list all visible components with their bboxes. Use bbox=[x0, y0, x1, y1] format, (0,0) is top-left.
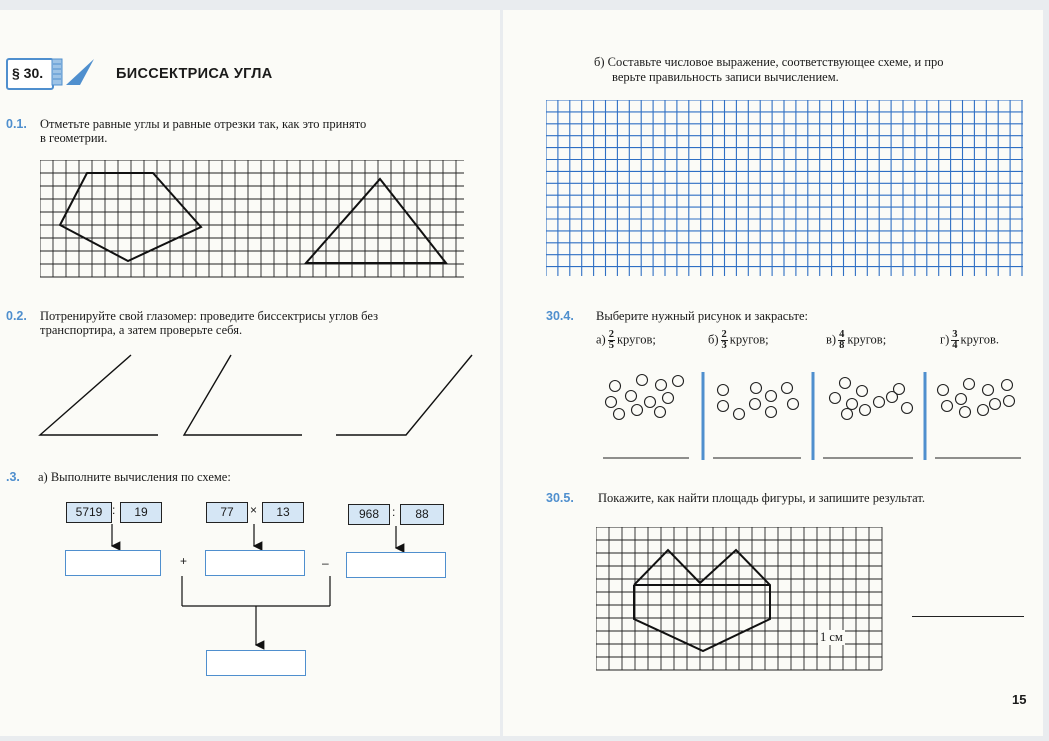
result-box-1[interactable] bbox=[65, 550, 161, 576]
option-d[interactable]: г) $\frac{3}{4}$ кругов. bbox=[940, 329, 1000, 351]
pair2-right-box: 13 bbox=[262, 502, 304, 523]
heart-grid[interactable] bbox=[596, 527, 886, 677]
pair3-right-box: 88 bbox=[400, 504, 444, 525]
exercise-text-1-line2: в геометрии. bbox=[40, 131, 108, 145]
exercise-text-3b-line2: верьте правильность записи вычислением. bbox=[612, 70, 839, 84]
pair1-operator: : bbox=[112, 503, 116, 517]
exercise-number-5: 30.5. bbox=[546, 491, 574, 505]
exercise-text-3a: а) Выполните вычисления по схеме: bbox=[38, 470, 231, 484]
section-title: БИССЕКТРИСА УГЛА bbox=[116, 66, 273, 82]
pair2-operator: × bbox=[250, 503, 258, 517]
exercise-text-2-line2: транспортира, а затем проверьте себя. bbox=[40, 323, 243, 337]
option-b[interactable]: б) $\frac{2}{3}$ кругов; bbox=[708, 329, 769, 351]
blue-grid-answer[interactable] bbox=[546, 100, 1026, 280]
exercise-text-3b-line1: б) Составьте числовое выражение, соответствующее схеме, и про bbox=[594, 55, 944, 69]
exercise-text-2-line1: Потренируйте свой глазомер: проведите биссектрисы углов без bbox=[40, 309, 379, 323]
result-box-3[interactable] bbox=[346, 552, 446, 578]
result-box-2[interactable] bbox=[205, 550, 305, 576]
exercise-number-2: 0.2. bbox=[6, 309, 27, 323]
pair3-left-box: 968 bbox=[348, 504, 390, 525]
pair1-right-box: 19 bbox=[120, 502, 162, 523]
exercise-number-1: 0.1. bbox=[6, 117, 27, 131]
answer-line[interactable] bbox=[912, 616, 1024, 617]
minus-sign: – bbox=[322, 556, 329, 570]
exercise-text-1-line1: Отметьте равные углы и равные отрезки так, как это принято bbox=[40, 117, 367, 131]
option-c[interactable]: в) $\frac{4}{8}$ кругов; bbox=[826, 329, 887, 351]
exercise-number-4: 30.4. bbox=[546, 309, 574, 323]
option-a[interactable]: а) $\frac{2}{5}$ кругов; bbox=[596, 329, 656, 351]
circles-pictures[interactable] bbox=[595, 368, 1035, 463]
final-result-box[interactable] bbox=[206, 650, 306, 676]
section-number: § 30. bbox=[12, 65, 44, 81]
plus-sign: + bbox=[180, 554, 188, 568]
exercise-text-4: Выберите нужный рисунок и закрасьте: bbox=[596, 309, 809, 323]
pair1-left-box: 5719 bbox=[66, 502, 112, 523]
exercise-text-5: Покажите, как найти площадь фигуры, и запишите результат. bbox=[598, 491, 925, 505]
scheme-connectors bbox=[0, 0, 500, 741]
scale-label: 1 см bbox=[820, 630, 843, 644]
page-number: 15 bbox=[1012, 692, 1027, 707]
heart-figure bbox=[634, 550, 770, 651]
pair2-left-box: 77 bbox=[206, 502, 248, 523]
pair3-operator: : bbox=[392, 505, 396, 519]
exercise-number-3: .3. bbox=[6, 470, 20, 484]
